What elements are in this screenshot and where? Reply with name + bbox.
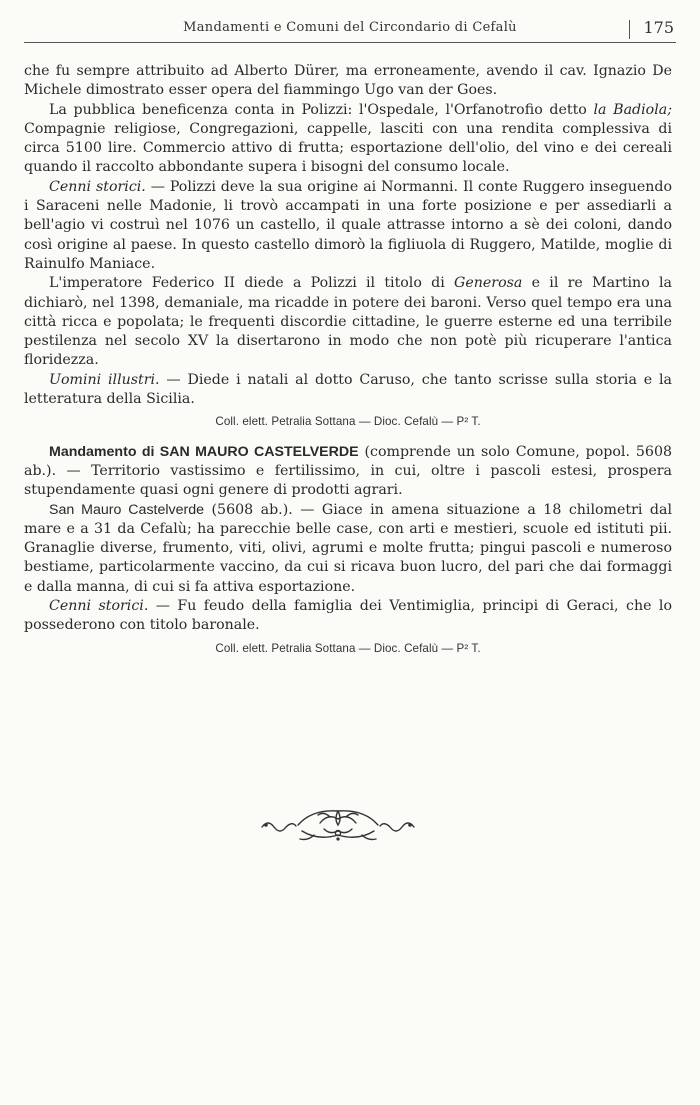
paragraph-san-mauro: San Mauro Castelverde (5608 ab.). — Giace in amena situazione a 18 chilometri dal mare e a 31 da Cefalù; ha parecchie belle case, con arti e mestieri, scuole ed istituti pii. Granaglie diverse, frumento, viti, olivi, agrumi e molte frutta; pingui pascoli e numeroso bestiame, particolarmente vaccino, da cui si ricava buon lucro, del pari che dai formaggi e dalla manna, di cui si fa attiva esportazione.	[24, 501, 672, 595]
header-divider	[629, 20, 630, 39]
mandamento-heading: Mandamento di SAN MAURO CASTELVERDE	[49, 443, 359, 460]
paragraph-mandamento-san-mauro: Mandamento di SAN MAURO CASTELVERDE (comprende un solo Comune, popol. 5608 ab.). — Territorio vastissimo e fertilissimo, in cui, oltre i pascoli estesi, prospera stupendamente quasi ogni genere di prodotti agrari.	[24, 443, 672, 499]
paragraph-beneficenza: La pubblica beneficenza conta in Polizzi: l'Ospedale, l'Orfanotrofio detto la Badiola; Compagnie religiose, Congregazioni, cappelle, lasciti con una rendita complessiva di circa 5100 lire. Commercio attivo di frutta; esportazione dell'olio, del vino e dei cereali quando il raccolto abbondante supera i bisogni del consumo locale.	[24, 101, 672, 176]
paragraph-cenni-storici-san-mauro: Cenni storici. — Fu feudo della famiglia dei Ventimiglia, principi di Geraci, che lo possederono con titolo baronale.	[24, 598, 672, 634]
paragraph-uomini-illustri: Uomini illustri. — Diede i natali al dotto Caruso, che tanto scrisse sulla storia e la letteratura della Sicilia.	[24, 371, 672, 408]
paragraph-durer: che fu sempre attribuito ad Alberto Dürer, ma erroneamente, avendo il cav. Ignazio De Michele dimostrato esser opera del fiammingo Ugo van der Goes.	[24, 63, 672, 99]
page-header	[24, 18, 676, 43]
paragraph-federico: L'imperatore Federico II diede a Polizzi il titolo di Generosa e il re Martino la dichiarò, nel 1398, demaniale, ma ricadde in potere dei baroni. Verso quel tempo era una città ricca e popolata; le frequenti discordie cittadine, le guerre esterne ed una terribile pestilenza nel secolo XV la disertarono in modo che non potè più ricuperare l'antica floridezza.	[24, 275, 672, 369]
collegio-note-san-mauro: Coll. elett. Petralia Sottana — Dioc. Cefalù — P² T.	[215, 641, 481, 655]
page-body	[24, 62, 672, 669]
paragraph-cenni-storici-polizzi: Cenni storici. — Polizzi deve la sua origine ai Normanni. Il conte Ruggero inseguendo i Saraceni nelle Madonie, li trovò accampati in una forte posizione e per assediarli a bell'agio vi costruì nel 1076 un castello, il quale attrasse intorno a sè dei coloni, dando così origine al paese. In questo castello dimorò la figliuola di Ruggero, Matilde, moglie di Rainulfo Maniace.	[24, 178, 672, 272]
running-title: Mandamenti e Comuni del Circondario di Cefalù	[183, 20, 517, 35]
floral-tailpiece-icon	[258, 805, 418, 845]
page-number: 175	[643, 18, 674, 37]
comune-heading: San Mauro Castelverde	[49, 501, 205, 518]
collegio-note-polizzi: Coll. elett. Petralia Sottana — Dioc. Cefalù — P² T.	[215, 415, 481, 429]
